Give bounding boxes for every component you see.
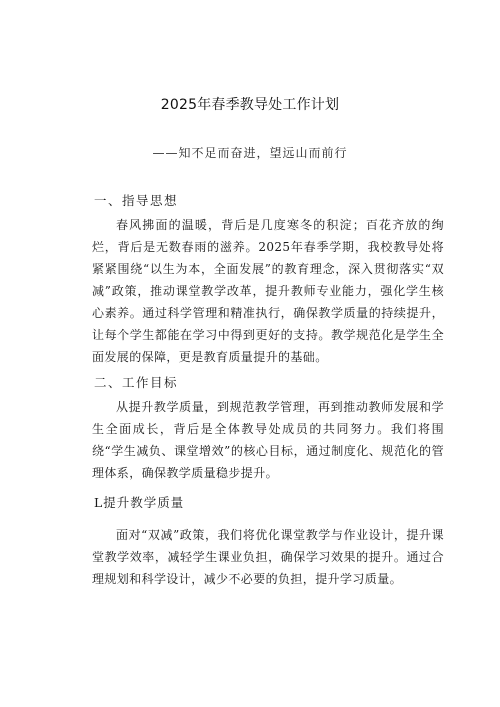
section-paragraph-guiding: 春风拂面的温暖，背后是几度寒冬的积淀；百花齐放的绚烂，背后是无数春雨的滋养。2025年春季学期，我校教导处将紧紧围绕“以生为本，全面发展”的教育理念，深入贯彻落实“双减”政策，推动课堂教学改革，提升教师专业能力，强化学生核心素养。通过科学管理和精准执行，确保教学质量的持续提升，让每个学生都能在学习中得到更好的支持。教学规范化是学生全面发展的保障，更是教育质量提升的基础。 bbox=[92, 218, 444, 364]
section-paragraph-goals: 从提升教学质量，到规范教学管理，再到推动教师发展和学生全面成长，背后是全体教导处成员的共同努力。我们将围绕“学生减负、课堂增效”的核心目标，通过制度化、规范化的管理体系，确保教学质量稳步提升。 bbox=[92, 400, 444, 480]
section-heading-goals: 二、工作目标 bbox=[94, 375, 179, 390]
document-title: 2025年春季教导处工作计划 bbox=[160, 97, 340, 113]
subsection-paragraph-quality: 面对“双减”政策，我们将优化课堂教学与作业设计，提升课堂教学效率，减轻学生课业负担，确保学习效果的提升。通过合理规划和科学设计，减少不必要的负担，提升学习质量。 bbox=[92, 528, 444, 586]
document-subtitle: ——知不足而奋进，望远山而前行 bbox=[152, 146, 348, 160]
section-heading-guiding: 一、指导思想 bbox=[94, 193, 179, 208]
document-body bbox=[92, 190, 444, 594]
subsection-heading-quality: L提升教学质量 bbox=[94, 495, 185, 510]
